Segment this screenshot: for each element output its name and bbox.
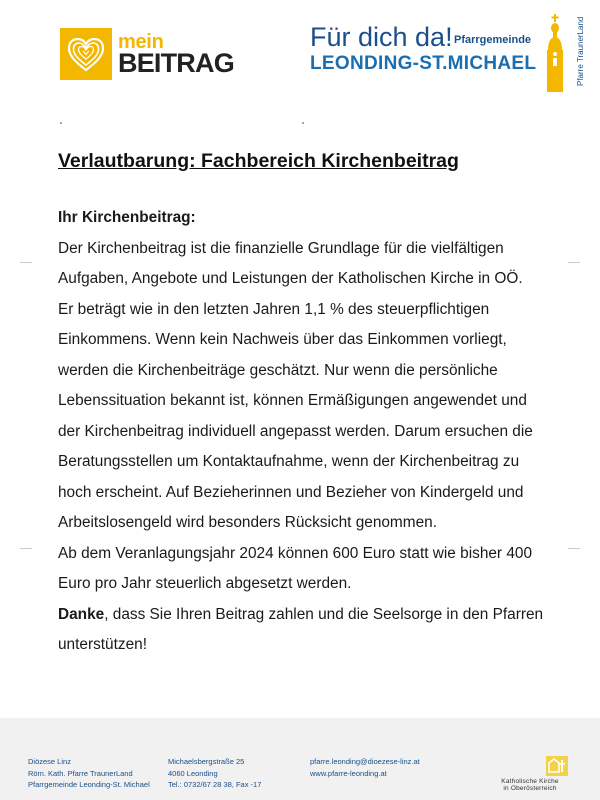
- fold-mark: [568, 262, 580, 263]
- footer-contact: [310, 756, 420, 779]
- beitrag-label: BEITRAG: [118, 48, 234, 78]
- mein-label: mein: [118, 31, 164, 53]
- footer-line: Pfarrgemeinde Leonding-St. Michael: [28, 780, 150, 789]
- footer-line: Diözese Linz: [28, 757, 71, 766]
- pfarre-traunerland-label: Pfarre TraunerLand: [576, 16, 585, 86]
- fold-mark: [568, 548, 580, 549]
- thanks-rest: , dass Sie Ihren Beitrag zahlen und die Seelsorge in den Pfarren unterstützen!: [58, 605, 544, 653]
- letterhead: [0, 0, 600, 110]
- fold-mark: [20, 262, 32, 263]
- church-emblem-icon: [546, 756, 568, 776]
- footer-line: Tel.: 0732/67 28 38, Fax -17: [168, 780, 262, 789]
- footer-address: [168, 756, 261, 791]
- footer-line: Michaelsbergstraße 25: [168, 757, 245, 766]
- parish-label: Pfarrgemeinde: [454, 34, 532, 46]
- footer-email: pfarre.leonding@dioezese-linz.at: [310, 757, 420, 766]
- footer: [0, 718, 600, 800]
- crop-mark: [302, 122, 304, 124]
- fold-mark: [20, 548, 32, 549]
- slogan: Für dich da!: [310, 22, 453, 52]
- church-tower-icon: [542, 14, 568, 92]
- paragraph-assessment: Er beträgt wie in den letzten Jahren 1,1 % des steuerpflichtigen Einkommens. Wenn kein Nachweis über das Einkommen vorliegt, werden die Kirchenbeiträge geschätzt. Nur wenn die persönliche Lebenssituation bekannt ist, können Ermäßigungen angewendet und der Kirchenbeitrag individuell angepasst werden. Darum ersuchen die Beratungsstellen um Kontaktaufnahme, wenn der Kirchenbeitrag zu hoch erscheint. Auf Bezieherinnen und Bezieher von Kindergeld und Arbeitslosengeld wird besonders Rücksicht genommen.: [58, 300, 533, 531]
- fingerprint-heart-icon: [60, 28, 112, 80]
- footer-organisation: [28, 756, 150, 791]
- katholische-kirche-logo: [480, 752, 580, 796]
- thanks-bold: Danke: [58, 605, 105, 623]
- crop-mark: [60, 122, 62, 124]
- katholische-kirche-text: Katholische Kirche in Oberösterreich: [501, 778, 559, 792]
- footer-line: 4060 Leonding: [168, 768, 218, 778]
- document-body: [58, 203, 548, 661]
- footer-line: Röm. Kath. Pfarre TraunerLand: [28, 768, 133, 778]
- paragraph-intro: Der Kirchenbeitrag ist die finanzielle Grundlage für die vielfältigen Aufgaben, Angebote und Leistungen der Katholischen Kirche in OÖ.: [58, 239, 523, 287]
- footer-website: www.pfarre-leonding.at: [310, 768, 387, 778]
- parish-name: LEONDING-ST.MICHAEL: [310, 53, 537, 74]
- paragraph-thanks: [58, 600, 548, 661]
- paragraph-tax-deduction: Ab dem Veranlagungsjahr 2024 können 600 Euro statt wie bisher 400 Euro pro Jahr steuerlich abgesetzt werden.: [58, 544, 533, 592]
- subheading: Ihr Kirchenbeitrag:: [58, 209, 196, 226]
- mein-beitrag-logo: [60, 28, 234, 80]
- parish-logo: [310, 16, 590, 112]
- document-title: Verlautbarung: Fachbereich Kirchenbeitrag: [58, 150, 459, 172]
